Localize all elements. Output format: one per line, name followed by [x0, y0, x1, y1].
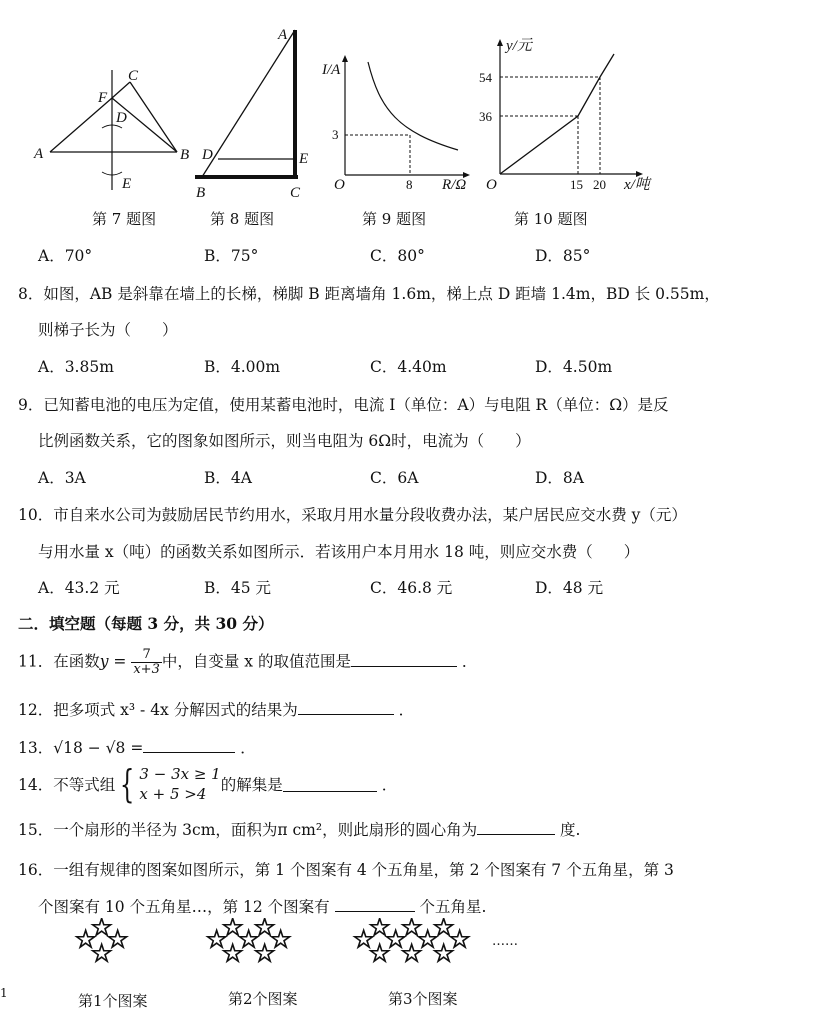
figure-8-caption: 第 8 题图	[210, 210, 275, 228]
pattern-ellipsis: ……	[492, 934, 518, 949]
pattern-1-star: ☆	[90, 939, 114, 969]
figure-10-graph	[476, 32, 661, 197]
q10-option-c: C．46.8 元	[370, 579, 453, 597]
pattern-3-star: ☆	[416, 925, 440, 955]
q10-option-d: D．48 元	[535, 579, 604, 597]
pattern-3-star: ☆	[432, 918, 456, 943]
q15-end: 度.	[560, 821, 581, 839]
fig10-xlabel: x/吨	[624, 177, 650, 193]
pattern-2	[205, 918, 292, 969]
q10-option-a: A．43.2 元	[38, 579, 120, 597]
fig8-label-c: C	[290, 185, 301, 201]
pattern-2-star: ☆	[205, 925, 229, 955]
q14	[18, 764, 397, 804]
q15-prefix: 15．一个扇形的半径为 3cm，面积为π cm²，则此扇形的圆心角为	[18, 821, 478, 839]
q14-prefix: 14．不等式组	[18, 776, 116, 794]
q16-text-line1: 16．一组有规律的图案如图所示，第 1 个图案有 4 个五角星，第 2 个图案有 7 个五角星，第 3	[18, 861, 674, 879]
fig8-label-e: E	[299, 151, 309, 167]
pattern-2-star: ☆	[221, 918, 245, 943]
fig7-label-d: D	[116, 110, 127, 126]
q8-option-c: C．4.40m	[370, 358, 447, 376]
q16-line2-prefix: 个图案有 10 个五角星…，第 12 个图案有	[38, 898, 330, 916]
fig7-label-c: C	[128, 68, 139, 84]
q9-text-line2: 比例函数关系，它的图象如图所示，则当电阻为 6Ω时，电流为（ ）	[38, 432, 531, 450]
figure-8	[190, 25, 320, 209]
q9-option-b: B．4A	[204, 469, 252, 487]
q14-suffix: 的解集是	[220, 776, 283, 794]
q15	[18, 818, 580, 840]
q7-option-a: A．70°	[38, 247, 93, 265]
q16-line2-suffix: 个五角星.	[419, 898, 487, 916]
pattern-3-star: ☆	[368, 939, 392, 969]
q7-option-b: B．75°	[204, 247, 259, 265]
fig9-origin: O	[334, 177, 345, 193]
q12-end: ．	[398, 701, 415, 719]
pattern-2-star: ☆	[237, 925, 261, 955]
pattern-3-star: ☆	[368, 918, 392, 943]
figure-8-diagram	[190, 25, 320, 205]
fig8-label-b: B	[196, 185, 206, 201]
star-patterns-svg	[60, 918, 540, 983]
q14-ineq-2: x + 5 >4	[139, 785, 207, 803]
q8-text-line1: 8．如图，AB 是斜靠在墙上的长梯，梯脚 B 距离墙角 1.6m，梯上点 D 距墙 1.4m，BD 长 0.55m，	[18, 285, 720, 303]
fig10-tick-x-20: 20	[593, 177, 606, 192]
fig7-label-a: A	[34, 146, 44, 162]
fig10-origin: O	[486, 177, 497, 193]
q9-option-d: D．8A	[535, 469, 584, 487]
q7-option-c: C．80°	[370, 247, 425, 265]
q11-func-lhs: y =	[99, 652, 127, 671]
pattern-3-star: ☆	[352, 925, 376, 955]
q13-prefix: 13．√18 − √8 =	[18, 739, 144, 757]
figure-10-caption: 第 10 题图	[514, 210, 588, 228]
q10-text-line1: 10．市自来水公司为鼓励居民节约用水，采取月用水量分段收费办法，某户居民应交水费 y（元）	[18, 506, 687, 524]
q11-frac-num: 7	[131, 648, 162, 663]
pattern-2-star: ☆	[221, 939, 245, 969]
pattern-2-star: ☆	[253, 918, 277, 943]
pattern-3-star: ☆	[400, 939, 424, 969]
pattern-3	[352, 918, 471, 969]
q16-answer-blank[interactable]	[335, 897, 415, 912]
q14-ineq-1: 3 − 3x ≥ 1	[139, 765, 221, 783]
fig10-ylabel: y/元	[506, 38, 532, 54]
section-2-heading: 二．填空题（每题 3 分，共 30 分）	[18, 614, 274, 633]
pattern-3-star: ☆	[432, 939, 456, 969]
fig7-label-b: B	[180, 147, 190, 163]
fig10-tick-y-36: 36	[479, 109, 492, 124]
pattern-1-label: 第1个图案	[78, 992, 148, 1010]
q11-suffix: 中，自变量 x 的取值范围是	[161, 652, 351, 671]
figure-9-graph	[318, 50, 478, 195]
q13	[18, 736, 256, 758]
figure-7	[30, 60, 200, 204]
page-marker: 1	[0, 986, 8, 1000]
q9-option-a: A．3A	[38, 469, 86, 487]
fig7-label-f: F	[98, 90, 108, 106]
fig9-ylabel: I/A	[322, 62, 341, 78]
pattern-3-star: ☆	[400, 918, 424, 943]
q12-prefix: 12．把多项式 x³ - 4x 分解因式的结果为	[18, 701, 298, 719]
fig9-tick-x: 8	[406, 177, 413, 192]
fig9-xlabel: R/Ω	[442, 177, 467, 193]
figure-9	[318, 50, 478, 199]
fig9-tick-y: 3	[332, 127, 339, 142]
q11-end: ．	[461, 652, 478, 671]
q10-option-b: B．45 元	[204, 579, 272, 597]
pattern-1	[74, 918, 129, 969]
pattern-3-label: 第3个图案	[388, 990, 458, 1008]
pattern-1-star: ☆	[106, 925, 130, 955]
q15-answer-blank[interactable]	[477, 820, 555, 835]
fig10-tick-y-54: 54	[479, 70, 492, 85]
pattern-1-star: ☆	[90, 918, 114, 943]
q12	[18, 698, 414, 720]
figure-7-caption: 第 7 题图	[92, 210, 157, 228]
q14-brace: {	[120, 762, 135, 806]
figure-9-caption: 第 9 题图	[362, 210, 427, 228]
q8-text-line2: 则梯子长为（ ）	[38, 321, 178, 339]
q11-answer-blank[interactable]	[351, 652, 457, 667]
figure-10	[476, 32, 661, 201]
fig10-tick-x-15: 15	[570, 177, 583, 192]
pattern-3-star: ☆	[384, 925, 408, 955]
q8-option-b: B．4.00m	[204, 358, 281, 376]
figure-7-diagram	[30, 60, 200, 200]
pattern-3-star: ☆	[448, 925, 472, 955]
q8-option-a: A．3.85m	[38, 358, 114, 376]
fig8-label-d: D	[202, 147, 213, 163]
q7-option-d: D．85°	[535, 247, 591, 265]
fig7-label-e: E	[122, 176, 132, 192]
star-patterns	[60, 918, 540, 987]
q9-option-c: C．6A	[370, 469, 419, 487]
q11	[18, 648, 477, 677]
q11-frac-den: x+3	[133, 662, 160, 677]
fig8-label-a: A	[278, 27, 288, 43]
q13-end: ．	[240, 739, 256, 757]
pattern-1-star: ☆	[74, 925, 98, 955]
q13-answer-blank[interactable]	[143, 738, 235, 753]
q11-prefix: 11．在函数	[18, 652, 100, 671]
q14-end: ．	[381, 776, 398, 794]
q9-text-line1: 9．已知蓄电池的电压为定值，使用某蓄电池时，电流 I（单位：A）与电阻 R（单位：Ω）是反	[18, 396, 669, 414]
q12-answer-blank[interactable]	[298, 700, 394, 715]
pattern-2-label: 第2个图案	[228, 990, 298, 1008]
q8-option-d: D．4.50m	[535, 358, 613, 376]
pattern-2-star: ☆	[253, 939, 277, 969]
q10-text-line2: 与用水量 x（吨）的函数关系如图所示．若该用户本月用水 18 吨，则应交水费（ ）	[38, 543, 640, 561]
q14-answer-blank[interactable]	[283, 777, 377, 792]
q11-fraction	[131, 648, 162, 677]
q14-system	[139, 764, 220, 804]
pattern-2-star: ☆	[269, 925, 293, 955]
q16-text-line2	[38, 895, 486, 917]
